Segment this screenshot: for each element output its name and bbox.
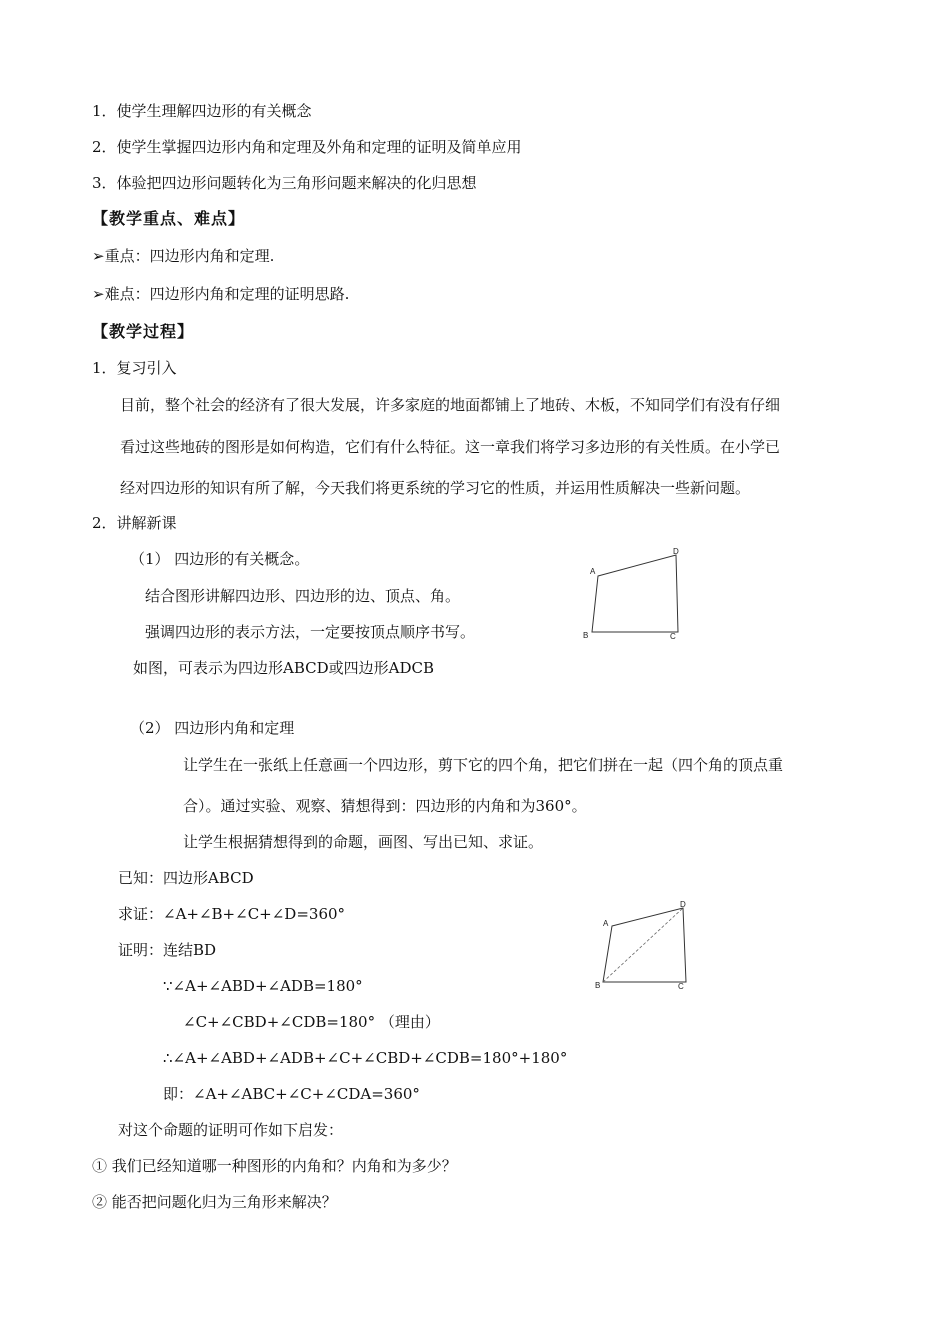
concept-title: （1） 四边形的有关概念。 xyxy=(130,550,310,568)
diagonal-bd xyxy=(603,908,683,982)
section-heading-key-points: 【教学重点、难点】 xyxy=(92,209,246,228)
section-heading-process: 【教学过程】 xyxy=(92,322,195,341)
proof-vertex-label-b: B xyxy=(595,981,601,990)
hint-1: ① 我们已经知道哪一种图形的内角和？内角和为多少？ xyxy=(92,1157,457,1175)
review-text-line-1: 目前，整个社会的经济有了很大发展，许多家庭的地面都铺上了地砖、木板，不知同学们有没有仔细 xyxy=(120,396,781,414)
theorem-title: （2） 四边形内角和定理 xyxy=(130,719,295,737)
proof-step-3: ∴∠A+∠ABD+∠ADB+∠C+∠CBD+∠CDB=180°+180° xyxy=(163,1049,568,1067)
proof-vertex-label-c: C xyxy=(678,982,684,991)
review-text-line-2: 看过这些地砖的图形是如何构造，它们有什么特征。这一章我们将学习多边形的有关性质。在小学已 xyxy=(120,438,781,456)
key-point-difficult: ➢难点：四边形内角和定理的证明思路. xyxy=(92,285,350,303)
vertex-label-d: D xyxy=(673,547,679,556)
proof-vertex-label-a: A xyxy=(603,919,609,928)
proof-given: 已知：四边形ABCD xyxy=(118,869,254,887)
new-lesson-title: 2．讲解新课 xyxy=(92,514,177,532)
vertex-label-b: B xyxy=(583,631,589,640)
proof-start: 证明：连结BD xyxy=(118,941,217,959)
concept-line-1: 结合图形讲解四边形、四边形的边、顶点、角。 xyxy=(145,587,461,605)
hint-2: ② 能否把问题化归为三角形来解决？ xyxy=(92,1193,337,1211)
proof-step-1: ∵∠A+∠ABD+∠ADB=180° xyxy=(163,977,363,995)
quadrilateral-figure xyxy=(578,543,688,645)
key-point-important: ➢重点：四边形内角和定理. xyxy=(92,247,275,265)
review-text-line-3: 经对四边形的知识有所了解，今天我们将更系统的学习它的性质，并运用性质解决一些新问题。 xyxy=(120,479,751,497)
proof-step-4: 即：∠A+∠ABC+∠C+∠CDA=360° xyxy=(163,1085,420,1103)
concept-line-3: 如图，可表示为四边形ABCD或四边形ADCB xyxy=(133,659,434,677)
theorem-line-1: 让学生在一张纸上任意画一个四边形，剪下它的四个角，把它们拼在一起（四个角的顶点重 xyxy=(183,756,784,774)
concept-line-2: 强调四边形的表示方法，一定要按顶点顺序书写。 xyxy=(145,623,476,641)
vertex-label-c: C xyxy=(670,632,676,641)
proof-step-2: ∠C+∠CBD+∠CDB=180° （理由） xyxy=(183,1013,440,1031)
proof-to-prove: 求证：∠A+∠B+∠C+∠D=360° xyxy=(118,905,346,923)
quadrilateral-shape xyxy=(592,555,678,632)
proof-vertex-label-d: D xyxy=(680,900,686,909)
objective-1: 1．使学生理解四边形的有关概念 xyxy=(92,102,312,120)
review-title: 1．复习引入 xyxy=(92,359,177,377)
hint-intro: 对这个命题的证明可作如下启发： xyxy=(118,1121,344,1139)
theorem-line-2: 合）。通过实验、观察、猜想得到：四边形的内角和为360°。 xyxy=(183,797,587,815)
vertex-label-a: A xyxy=(590,567,596,576)
theorem-line-3: 让学生根据猜想得到的命题，画图、写出已知、求证。 xyxy=(183,833,544,851)
objective-3: 3．体验把四边形问题转化为三角形问题来解决的化归思想 xyxy=(92,174,477,192)
proof-figure xyxy=(590,896,694,992)
objective-2: 2．使学生掌握四边形内角和定理及外角和定理的证明及简单应用 xyxy=(92,138,522,156)
